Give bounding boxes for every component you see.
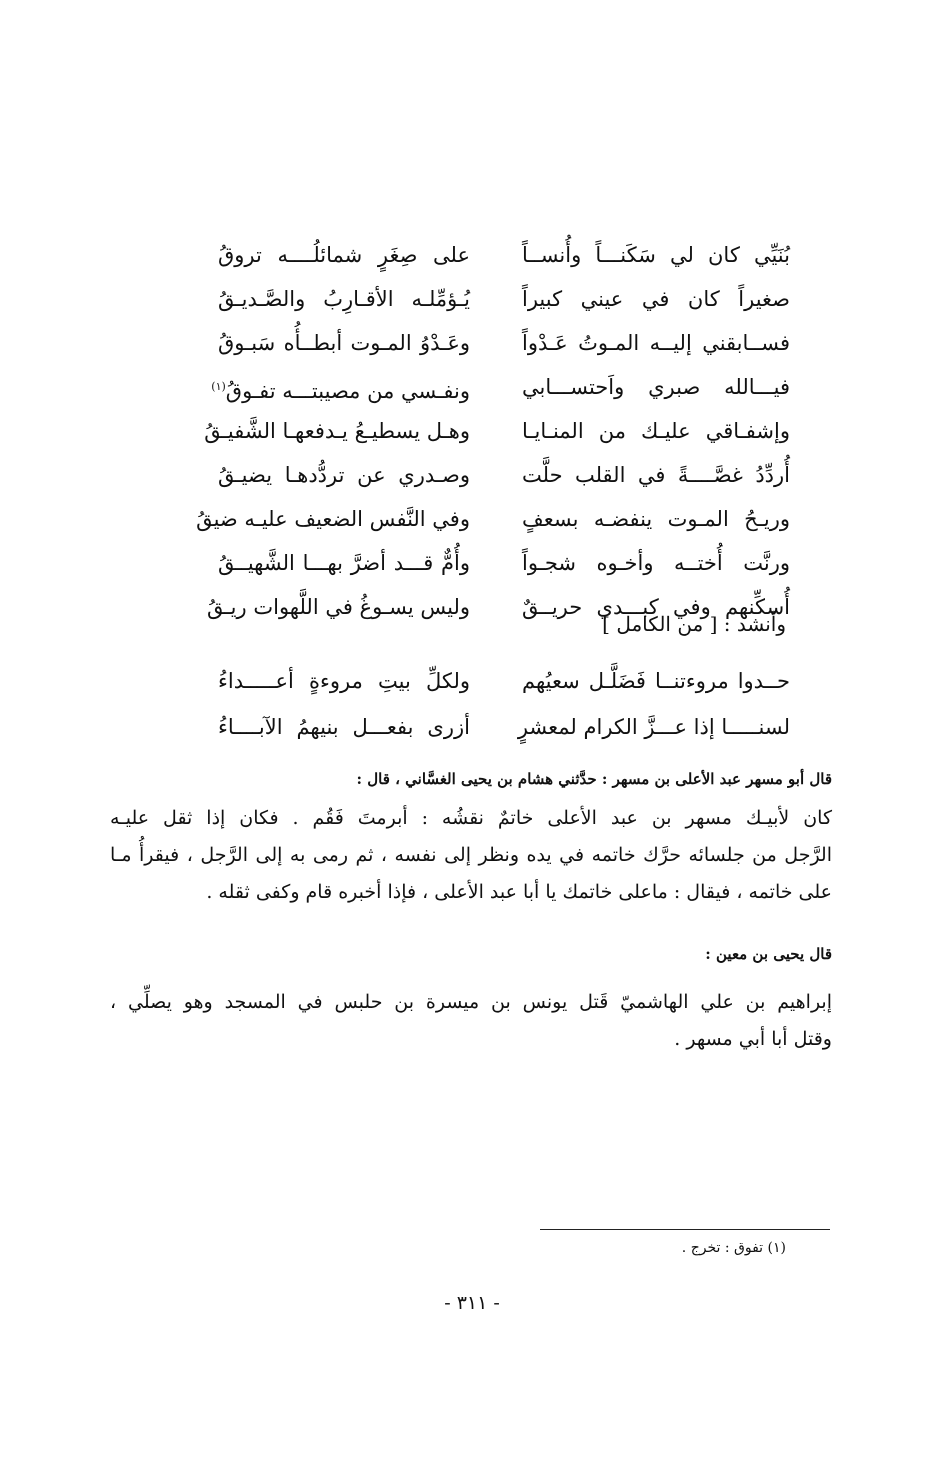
verse-second-hemistich: على صِغَرٍ شمائلُــــه تروقُ xyxy=(218,243,470,267)
meter-label: وأنشد : [ من الكامل ] xyxy=(602,612,786,636)
verse-second-hemistich: أزرى بفعـــل بنيهمُ الآبــــاءُ xyxy=(218,715,470,739)
verse xyxy=(150,658,790,704)
verse xyxy=(150,409,790,453)
section-intro-yahya: قال يحيى بن معين : xyxy=(705,945,832,963)
verse xyxy=(150,233,790,277)
verse xyxy=(150,704,790,750)
verse-first-hemistich: فســابقني إليــه المـوتُ عَـدْواً xyxy=(522,331,790,355)
verse-second-hemistich: يُـؤمِّلـه الأقـارِبُ والصَّـديـقُ xyxy=(218,287,470,311)
page-number: - ٣١١ - xyxy=(444,1292,500,1314)
verse-second-hemistich: وهـل يسطيـعُ يـدفعهـا الشَّفيـقُ xyxy=(204,419,470,443)
verse-first-hemistich: حــدوا مروءتنــا فَضَلَّـل سعيُهم xyxy=(522,669,790,693)
verse-second-hemistich: وأُمٌّ قـــد أضرَّ بهـــا الشَّهيــقُ xyxy=(218,551,470,575)
verse-first-hemistich: لسنـــــا إذا عـــزَّ الكرام لمعشرٍ xyxy=(517,715,790,739)
paragraph-line: الرَّجل من جلسائه حرَّك خاتمه في يده ونظر إلى نفسه ، ثم رمى به إلى الرَّجل ، فيقرأُ مـا xyxy=(110,844,832,866)
verse-first-hemistich: أُردِّدُ غصَّــــةً في القلب حلَّت xyxy=(522,463,790,487)
section-intro-abu-mushir: قال أبو مسهر عبد الأعلى بن مسهر : حدَّثني هشام بن يحيى الغسَّاني ، قال : xyxy=(356,770,832,788)
poem-kamil xyxy=(150,658,790,750)
verse-first-hemistich: ورنَّت أُختــه وأخـوه شجـواً xyxy=(522,551,790,575)
verse xyxy=(150,365,790,409)
verse-second-hemistich: وليس يسـوغُ في اللَّهوات ريـقُ xyxy=(207,595,470,619)
verse-first-hemistich: أُسكِّنهم وفي كبـــدي حريــقٌ xyxy=(522,595,790,619)
verse-first-hemistich: صغيراً كان في عيني كبيراً xyxy=(522,287,790,311)
paragraph-ring-story xyxy=(110,800,832,911)
verse-second-hemistich xyxy=(211,365,470,413)
footnote-divider xyxy=(540,1229,830,1230)
paragraph-line: وقتل أبا أبي مسهر . xyxy=(674,1028,832,1050)
verse-first-hemistich: بُنَيِّي كان لي سَكَنـــاً وأُنســاً xyxy=(522,243,790,267)
footnote: (١) تفوق : تخرج . xyxy=(681,1240,786,1256)
verse xyxy=(150,497,790,541)
paragraph-line: على خاتمه ، فيقال : ماعلى خاتمك يا أبا عبد الأعلى ، فإذا أخبره قام وكفى ثقله . xyxy=(206,881,832,903)
footnote-marker: (١) xyxy=(211,380,226,393)
verse-first-hemistich: فيـــالله صبري واَحتســـابي xyxy=(522,375,790,399)
verse-second-hemistich: وعَـدْوُ المـوت أبطــأُه سَبـوقُ xyxy=(218,331,470,355)
verse-second-hemistich: وصـدري عن تردُّدهـا يضيـقُ xyxy=(218,463,470,487)
verse xyxy=(150,541,790,585)
paragraph-killing xyxy=(110,984,832,1058)
verse xyxy=(150,453,790,497)
verse xyxy=(150,321,790,365)
paragraph-line: كان لأبيـك مسهر بن عبد الأعلى خاتمٌ نقشُه : أبرمتَ فَقُم . فكان إذا ثقل عليـه xyxy=(110,807,832,829)
verse-first-hemistich: وإشفـاقي عليـك من المنـايـا xyxy=(522,419,790,443)
verse-second-hemistich-text: ونفـسي من مصيبتـــه تفـوقُ xyxy=(225,379,470,403)
poem-main xyxy=(150,233,790,629)
verse-first-hemistich: وريـحُ المـوت ينفضـه بسعفٍ xyxy=(522,507,790,531)
verse-second-hemistich: ولكلِّ بيتِ مروءةٍ أعـــــداءُ xyxy=(218,669,470,693)
verse-second-hemistich: وفي النَّفس الضعيف عليـه ضيقُ xyxy=(196,507,470,531)
paragraph-line: إبراهيم بن علي الهاشميّ قَتل يونس بن ميسرة بن حلبس في المسجد وهو يصلِّي ، xyxy=(110,991,832,1013)
verse xyxy=(150,277,790,321)
